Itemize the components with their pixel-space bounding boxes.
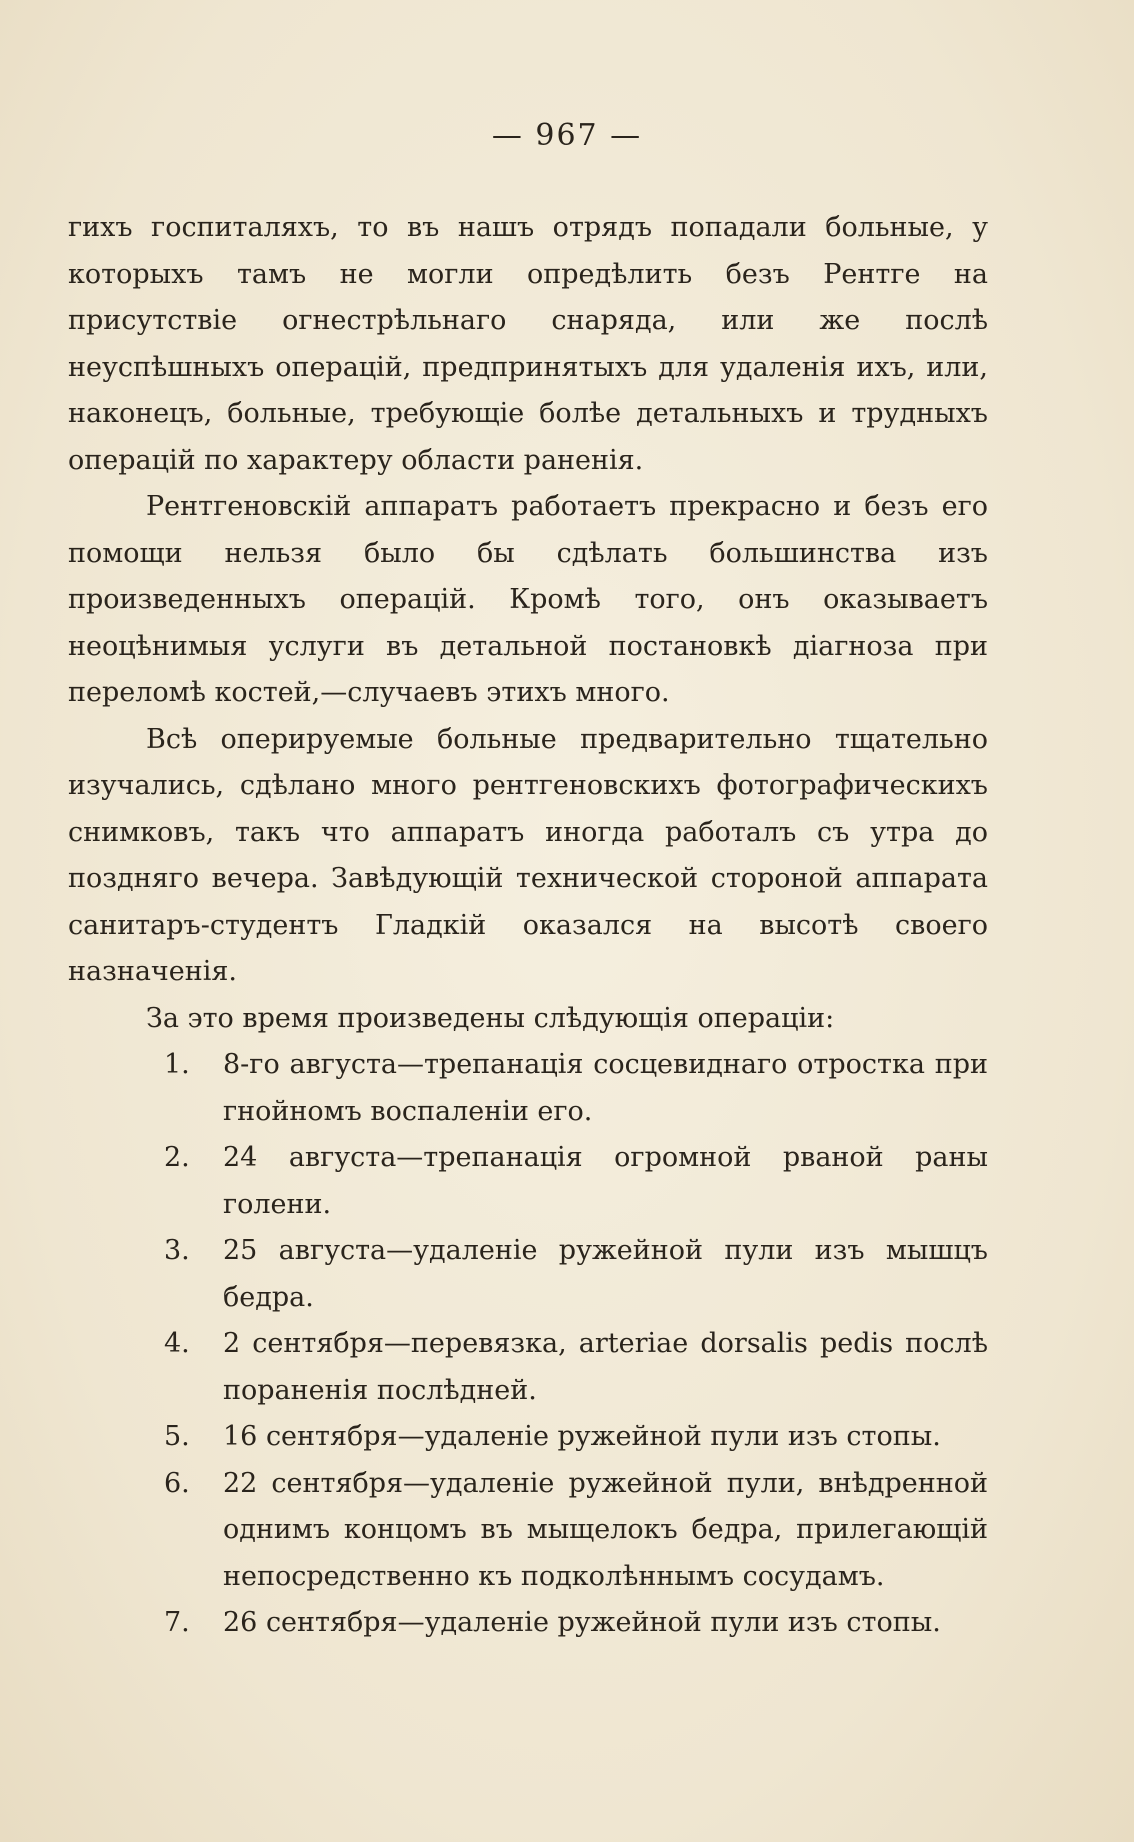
operations-list (68, 1042, 988, 1647)
list-item (68, 1414, 988, 1461)
page-text (68, 205, 988, 1647)
list-item-text: 2 сентября—перевязка, arteriae dorsalis pedis послѣ пораненія послѣдней. (223, 1328, 988, 1406)
list-item (68, 1461, 988, 1601)
list-item-text: 24 августа—трепанація огромной рваной раны голени. (223, 1142, 988, 1220)
list-item-number: 3. (164, 1235, 190, 1266)
list-item-number: 5. (164, 1421, 190, 1452)
page-number: — 967 — (491, 118, 643, 153)
list-item (68, 1600, 988, 1647)
list-item-text: 22 сентября—удаленіе ружейной пули, внѣдренной однимъ концомъ въ мыщелокъ бедра, прилегающій непосредственно къ подколѣннымъ сосудамъ. (223, 1467, 988, 1592)
list-item-number: 2. (164, 1142, 190, 1173)
list-item-text: 25 августа—удаленіе ружейной пули изъ мышцъ бедра. (223, 1235, 988, 1313)
paragraph-continuation: гихъ госпиталяхъ, то въ нашъ отрядъ попадали больные, у которыхъ тамъ не могли опредѣлить безъ Рентге на присутствіе огнестрѣльнаго снаряда, или же послѣ неуспѣшныхъ операцій, предпринятыхъ для удаленія ихъ, или, наконецъ, больные, требующіе болѣе детальныхъ и трудныхъ операцій по характеру области раненія. (68, 212, 988, 476)
list-item-text: 26 сентября—удаленіе ружейной пули изъ стопы. (223, 1607, 941, 1638)
paragraph-x-ray-apparatus: Рентгеновскій аппаратъ работаетъ прекрасно и безъ его помощи нельзя было бы сдѣлать большинства изъ произведенныхъ операцій. Кромѣ того, онъ оказываетъ неоцѣнимыя услуги въ детальной постановкѣ діагноза при переломѣ костей,—случаевъ этихъ много. (68, 491, 988, 708)
list-item-number: 4. (164, 1328, 190, 1359)
list-item (68, 1135, 988, 1228)
list-item-number: 7. (164, 1607, 190, 1638)
list-item (68, 1228, 988, 1321)
list-item-text: 8-го августа—трепанація сосцевиднаго отростка при гнойномъ воспаленіи его. (223, 1049, 988, 1127)
list-item-text: 16 сентября—удаленіе ружейной пули изъ стопы. (223, 1421, 941, 1452)
list-item-number: 6. (164, 1467, 190, 1499)
list-item-number: 1. (164, 1049, 190, 1080)
paragraph-operations-intro: За это время произведены слѣдующія операціи: (146, 1002, 835, 1034)
list-item (68, 1042, 988, 1135)
paragraph-patients-studied: Всѣ оперируемые больные предварительно тщательно изучались, сдѣлано много рентгеновскихъ фотографическихъ снимковъ, такъ что аппаратъ иногда работалъ съ утра до поздняго вечера. Завѣдующій технической стороной аппарата санитаръ-студентъ Гладкій оказался на высотѣ своего назначенія. (68, 723, 988, 987)
list-item (68, 1321, 988, 1414)
